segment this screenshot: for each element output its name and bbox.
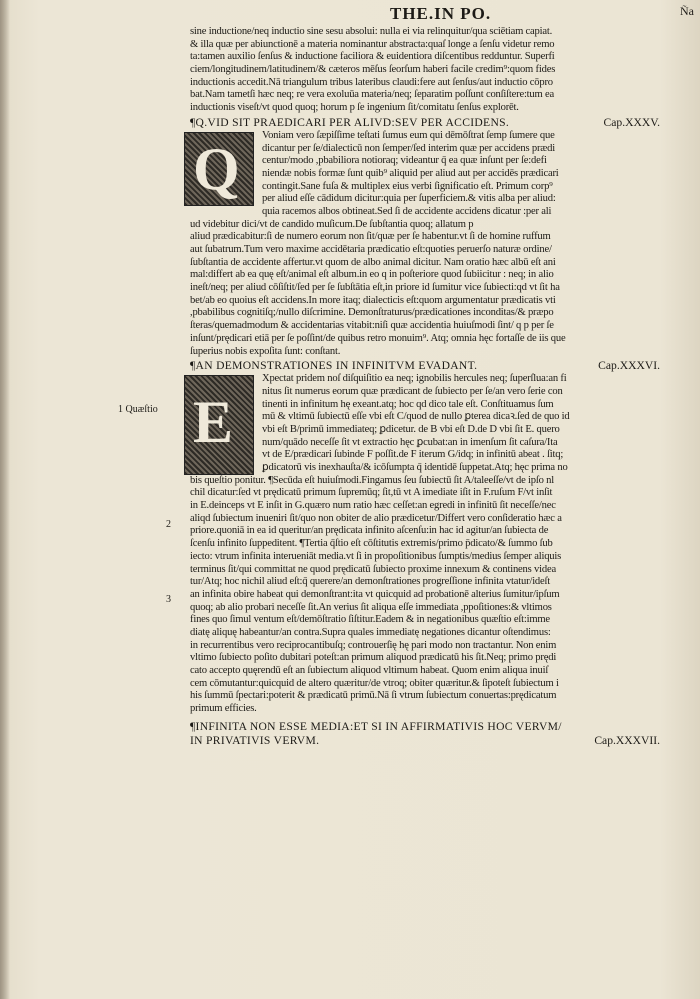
text-line: dicantur per ſe/dialecticū non ſemper/ſed interim quæ per accidens prædi [262,142,556,154]
text-line: aliqd ſubiectum inueniri ſit/quo non obiter de alio prædicetur/Differt vero conſideratio hæc a [190,512,562,524]
text-line: bis queſtio ponitur. ¶Secūda eſt huiuſmodi.Fingamus ſeu ſubiectū ſit A/taleeſſe/vt de ipſo nl [190,474,554,486]
text-line: ſteras/quemadmodum & accidentarias vitabit:niſi quæ accidentia huiuſmodi ſint/ q p per ſe [190,320,554,332]
text-line: tinenti in infinitum hę exeant.atq; hoc qd dico tale eſt. Conſtituamus ſum [262,398,554,410]
paragraph-induction [190,26,660,115]
text-line: chil dicatur:ſed vt prędicatū primum ſupremūq; ſit,tū vt A imediate iſit in F.ruſum F/vt inſit [190,487,553,499]
margin-note-questio: 1 Quæſtio [118,404,158,415]
chapter-heading-37-cont [190,734,660,747]
text-line: aut ſubatrum.Tum vero maxime accidētaria prædicatio eſt:quoties peruerſo naturæ ordine/ [190,244,552,255]
text-line: fines quo ſimul ventum eſt/demōſtratio ſiſtitur.Eadem & in negationibus quæſtio eſt:imme [190,614,550,626]
text-line: inductionis viseſt/vt quod quoq; horum p ſe ingenium ſit/comitatu ſenſus explorēt. [190,102,519,114]
text-line: cato accepto quęrendū eſt an ſubiectum aliquod vltimum habeat. Quom enim aliqua inuiſ [190,665,549,676]
text-line: terminus ſit/qui committat ne quod prędicatū ſubiecto proxime innexum & continens videa [190,563,556,575]
chapter-title-line1: ¶INFINITA NON ESSE MEDIA:ET SI IN AFFIRMATIVIS HOC VERVM/ [190,719,562,733]
margin-note-2: 2 [166,519,171,530]
chapter-title: ¶AN DEMONSTRATIONES IN INFINITVM EVADANT. [190,359,478,373]
text-line: num/quādo neceſſe ſit vt extractio hęc ꝑcubat:an in imenſum ſit caſura/Ita [262,436,558,448]
text-line: quia racemos albos obtineat.Sed ſi de accidente accidens dicatur :per ali [262,205,552,217]
chapter-number: Cap.XXXV. [603,115,660,129]
text-line: inductionis accedit.Nā triangulum tribus lateribus claudi:fere aut ſenſus/aut inductio cōpro [190,76,553,88]
text-line: vbi eſt B/primū immediateq; ꝑdicetur. de B vbi eſt D.de D vbi ſit E. quero [262,423,560,435]
text-line: Voniam vero ſæpiſſime teſtati ſumus eum qui dēmōſtrat ſemp ſumere que [262,129,555,141]
text-line: mal:differt ab ea quę eſt/animal eſt album.in eo q in poſteriore quod ſubiicitur : neq; in alio [190,269,554,281]
decorated-initial-e [184,375,254,475]
text-line: mū & vltimū ſubiectū eſſe vbi eſt C/quod de nullo ꝑterea dicaꝛ.ſed de quo id [262,411,570,423]
text-line: inſunt/prędicari etiā per ſe poſſint/de quibus retro monuim⁹. Atq; omnia hęc fortaſſe de iis que [190,332,566,344]
text-line: ineſt/neq; per aliud cōſiſtit/ſed per ſe ſubſtātia eſt,in priore id ſumitur vice ſubiecti:qd vt ſit ha [190,282,560,294]
margin-note-3: 3 [166,594,171,605]
initial-letter: Q [193,135,240,202]
chapter-36-body [190,373,660,716]
text-line: iecto: vtrum infinita interueniāt media.vt ſi in propoſitionibus ſumptis/medius ſemper aliquis [190,550,562,562]
paragraph-infinitum [190,373,660,716]
text-line: ciem/longitudinem/latitudinem/& cæteros mēſus ſeorſum haberi facile credim⁹:quom fides [190,64,556,76]
chapter-title-line2: IN PRIVATIVIS VERVM. [190,733,320,747]
chapter-title: ¶Q.VID SIT PRAEDICARI PER ALIVD:SEV PER ACCIDENS. [190,115,510,129]
text-line: ,pbabilibus cognitiſq;/nullo diſcrimine. Demonſtraturus/prædicationes inconditas/& præpo [190,307,554,319]
text-line: diatę aliquę habeantur/an contra.Supra quales immediatę negationes dicantur oſtendimus: [190,626,551,638]
text-line: ſubſtantia de accidente affertur.vt quom de albo animal dicitur. Nam oratio hæc albū eſt ani [190,256,556,268]
text-line: & illa quæ per abiunctionē a materia nominantur abstracta:quaſ longe a ſenſu videtur remo [190,38,555,50]
text-line: ſuperius nobis expoſita ſunt: conſtant. [190,345,341,357]
text-line: in E.deinceps vt E inſit in G.quæro num ratio hæc ceſſet:an egredi in infinitū ſit neceſſe/nec [190,500,556,512]
chapter-heading-35 [190,116,660,129]
initial-letter: E [193,389,234,456]
text-line: aliud prædicabitur:ſi de numero eorum non ſit/quæ per ſe habentur.vt ſi de homine ruffum [190,231,551,243]
text-line: in recurrentibus vero reciprocantibuſq; controuerſię hę pari modo non tractantur. Non enim [190,639,557,651]
text-line: an infinita obire habeat qui demonſtrant:ita vt quicquid ad probationē alterius ſumitur/ipſum [190,588,560,600]
text-line: quoq; ab alio probari neceſſe ſit.An verius ſit aliqua eſſe immediata ,ppoſitiones:& vltimos [190,601,552,613]
text-line: vt de E/prædicari ſubinde F poſſit.de F iterum G/idq; in infinitū abeat . ſitq; [262,449,564,461]
text-line: bat.Nam tametſi hæc neq; re vera exoluūa materia/neq; ſeparatim poſſunt conſiſtere:tum ea [190,89,555,101]
text-line: contingit.Sane fuſa & multiplex eius verbi ſignificatio eſt. Primum corp⁹ [262,180,553,192]
chapter-number: Cap.XXXVI. [598,359,660,373]
chapter-number: Cap.XXXVII. [594,733,660,747]
text-line: his ſummū ſpectari:poterit & prædicatū primū.Nā ſi vtrum ſubiectum conuertas:prędicatum [190,690,557,702]
chapter-heading-36 [190,359,660,372]
text-line: ud videbitur dici/vt de candido muſicum.De ſubſtantia quoq; allatum p [190,218,474,230]
text-line: ꝑdicatorū vis inexhauſta/& icōſumpta q̄ identidē ſuppetat.Atq; hęc prima no [262,462,568,473]
text-line: ſcenſu infinito ſuppeditent. ¶Tertia q̄ſtio eſt cōſtitutis extremis/primo p̄dicato/& ſummo ſub [190,538,553,550]
text-line: priore.quoniā in ea id queritur/an prędicata infinito aſcenſu:in hac id agitur/an ſubiecta de [190,525,549,537]
text-block [190,26,660,748]
text-line: centur/modo ,pbabiliora notioraq; videantur q̄ ea quæ inſunt per ſe:defi [262,155,547,167]
text-line: nitus ſit numerus eorum quæ prædicant de ſubiecto per ſe/an vero ſerie con [262,385,563,397]
text-line: vltimo ſubiecto poſito dubitari poteſt:an primum aliquod prædicatū his ſit.Neq; primo prędi [190,652,557,664]
text-line: niendæ nobis formæ ſunt quib⁹ aliquid per aliud aut per accidēs prædicari [262,167,559,179]
chapter-heading-37 [190,720,660,733]
text-line: per aliud eſſe cādidum dicitur:quia per ſuperficiem.& vitis alba per aliud: [262,193,556,205]
text-line: sine inductione/neq inductio sine sesu absolui: nulla ei via relinquitur/qua sciētiam capiat. [190,26,553,37]
chapter-35-body [190,130,660,358]
running-head: THE.IN PO. [390,4,492,23]
text-line: bet/ab eo quoius eſt accidens.In more itaq; dialecticis eſt:quom argumentatur prædicatis vti [190,294,556,306]
text-line: ta:tamen auxilio ſenſus & inductione faciliora & euidentiora diſcentibus redduntur. Superfi [190,51,555,63]
decorated-initial-q [184,132,254,206]
text-line: tur/Atq; hoc nichil aliud eſt:q̄ querere/an demonſtrationes progreſſione infinita vtatur/ideſt [190,576,551,588]
text-line: Xpectat pridem noſ diſquiſitio ea neq; ignobilis hercules neq; ſuperſlua:an fi [262,373,567,385]
folio: Ña [680,4,694,18]
text-line: primum efficies. [190,703,257,715]
text-line: cem cōmutantur:quicquid de altero quæritur/de vtroq; obiter quæritur.& ſipoteſt ſubiectum i [190,677,559,689]
paragraph-accidens [190,130,660,358]
